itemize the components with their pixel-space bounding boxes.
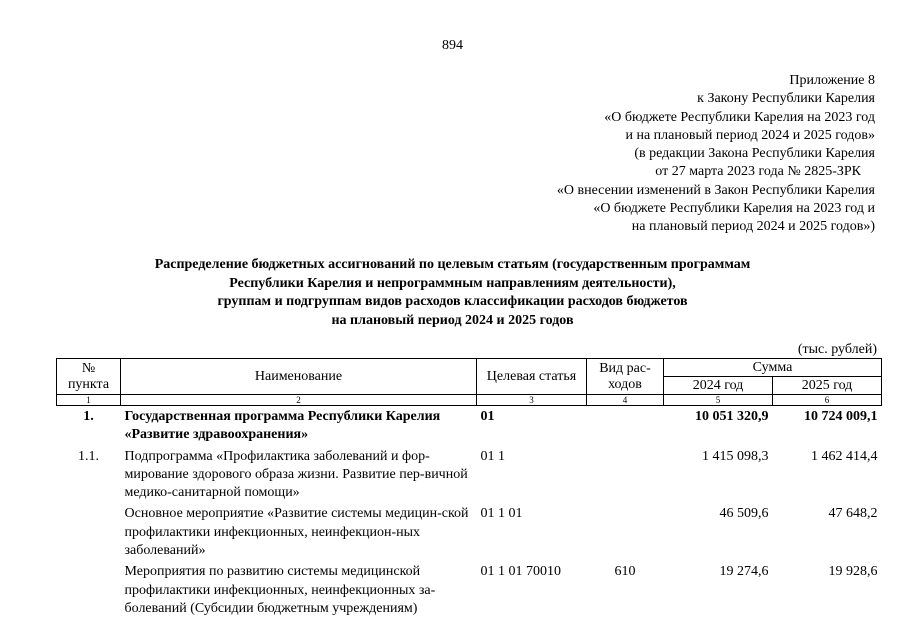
header-number: № пункта: [57, 359, 121, 395]
row-target-article: 01 1 01 70010: [480, 564, 561, 580]
budget-table: [56, 358, 882, 619]
header-2024: 2024 год: [664, 377, 773, 395]
row-number: [57, 561, 121, 619]
table-row: [57, 503, 882, 561]
table-row: [57, 446, 882, 504]
appendix-line: «О бюджете Республики Карелия на 2023 год и: [593, 201, 875, 217]
document-title: [0, 256, 905, 330]
index-cell: 2: [121, 395, 477, 406]
title-line: Распределение бюджетных ассигнований по целевым статьям (государственным программам: [154, 257, 751, 272]
title-line: Республики Карелия и непрограммным направлениям деятельности),: [229, 275, 676, 291]
header-2025: 2025 год: [773, 377, 882, 395]
title-line: группам и подгруппам видов расходов классификации расходов бюджетов: [217, 294, 688, 309]
header-sum: Сумма: [664, 359, 882, 377]
row-sum-2024: 1 415 098,3: [702, 448, 769, 464]
appendix-line: «О бюджете Республики Карелия на 2023 год: [604, 109, 875, 125]
row-name: Государственная программа Республики Карелия «Развитие здравоохранения»: [124, 409, 441, 443]
units-label: (тыс. рублей): [797, 342, 877, 357]
row-target-article: 01: [480, 409, 495, 424]
appendix-line: «О внесении изменений в Закон Республики Карелия: [556, 182, 875, 198]
table-row: [57, 406, 882, 446]
index-cell: 5: [664, 395, 773, 406]
row-target-article: 01 1 01: [480, 506, 523, 522]
title-line: на плановый период 2024 и 2025 годов: [331, 312, 574, 328]
row-expense-type: [587, 446, 664, 504]
header-expense-type: Вид рас- ходов: [587, 359, 664, 395]
row-number: 1.1.: [78, 448, 99, 464]
row-sum-2024: 19 274,6: [719, 564, 769, 580]
header-name: Наименование: [121, 359, 477, 395]
index-cell: 3: [477, 395, 587, 406]
row-number: [57, 503, 121, 561]
appendix-line: (в редакции Закона Республики Карелия: [634, 146, 875, 162]
appendix-line: от 27 марта 2023 года № 2825-ЗРК: [655, 164, 875, 180]
appendix-line: Приложение 8: [789, 73, 875, 88]
table-row: [57, 561, 882, 619]
page-number: 894: [442, 38, 463, 53]
row-sum-2025: 19 928,6: [828, 564, 878, 580]
row-expense-type: [587, 503, 664, 561]
row-sum-2025: 1 462 414,4: [811, 448, 878, 464]
appendix-line: и на плановый период 2024 и 2025 годов»: [625, 127, 875, 143]
row-name: Мероприятия по развитию системы медицинской профилактики инфекционных, неинфекционных за-болеваний (Субсидии бюджетным учреждениям): [124, 564, 436, 616]
row-target-article: 01 1: [480, 448, 505, 464]
index-cell: 1: [57, 395, 121, 406]
row-sum-2024: 46 509,6: [719, 506, 769, 522]
index-cell: 6: [773, 395, 882, 406]
appendix-line: на плановый период 2024 и 2025 годов»): [631, 219, 875, 235]
index-cell: 4: [587, 395, 664, 406]
row-name: Подпрограмма «Профилактика заболеваний и фор-мирование здорового образа жизни. Развитие пер-вичной медико-санитарной помощи»: [124, 448, 468, 501]
row-sum-2025: 47 648,2: [828, 506, 878, 522]
appendix-header: [455, 72, 875, 237]
header-target-article: Целевая статья: [477, 359, 587, 395]
row-expense-type: 610: [614, 564, 636, 580]
row-name: Основное мероприятие «Развитие системы медицин-ской профилактики инфекционных, неинфекцион-ных заболеваний»: [124, 506, 469, 559]
row-sum-2025: 10 724 009,1: [804, 409, 878, 424]
row-sum-2024: 10 051 320,9: [695, 409, 769, 424]
appendix-line: к Закону Республики Карелия: [697, 91, 875, 107]
row-expense-type: [587, 406, 664, 446]
row-number: 1.: [83, 409, 94, 424]
